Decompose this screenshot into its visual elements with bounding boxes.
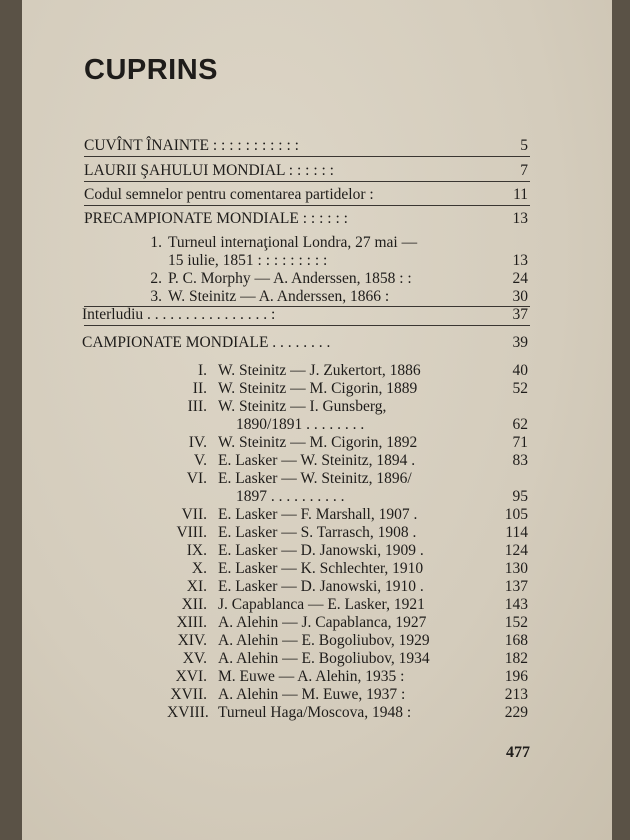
toc-entry-title: 15 iulie, 1851 : : : : : : : : : — [168, 252, 328, 269]
divider — [84, 181, 530, 182]
toc-entry-title: W. Steinitz — M. Cigorin, 1889 — [218, 380, 418, 397]
toc-entry-title: CAMPIONATE MONDIALE . . . . . . . . — [82, 334, 331, 351]
toc-entry — [22, 542, 612, 562]
toc-entry-title: E. Lasker — K. Schlechter, 1910 — [218, 560, 424, 577]
toc-entry — [22, 704, 612, 724]
toc-entry-page: 168 — [504, 632, 528, 649]
toc-entry — [22, 137, 612, 157]
toc-entry-title: Codul semnelor pentru comentarea partidelor : — [84, 186, 374, 203]
toc-entry-page: 182 — [504, 650, 528, 667]
toc-entry — [22, 506, 612, 526]
toc-entry-number: IX. — [186, 542, 207, 559]
toc-entry — [22, 398, 612, 418]
toc-entry-page: 152 — [504, 614, 528, 631]
toc-entry-number: VIII. — [176, 524, 207, 541]
toc-entry — [22, 380, 612, 400]
toc-entry — [22, 632, 612, 652]
toc-entry-title: LAURII ŞAHULUI MONDIAL : : : : : : — [84, 162, 334, 179]
toc-entry — [22, 186, 612, 206]
toc-entry-number: VI. — [186, 470, 207, 487]
toc-entry-page: 52 — [512, 380, 528, 397]
toc-entry-title: Turneul internaţional Londra, 27 mai — — [168, 234, 418, 251]
toc-entry-title: E. Lasker — S. Tarrasch, 1908 . — [218, 524, 417, 541]
table-of-contents — [22, 0, 612, 840]
toc-entry-page: 7 — [520, 162, 528, 179]
toc-entry-title: A. Alehin — E. Bogoliubov, 1929 — [218, 632, 430, 649]
book-page — [22, 0, 612, 840]
toc-entry-number: X. — [191, 560, 207, 577]
toc-entry-page: 37 — [512, 306, 528, 323]
toc-entry-page: 24 — [512, 270, 528, 287]
toc-entry — [22, 614, 612, 634]
toc-entry-title: CUVÎNT ÎNAINTE : : : : : : : : : : : — [84, 137, 299, 154]
toc-entry-title: M. Euwe — A. Alehin, 1935 : — [218, 668, 405, 685]
toc-entry-page: 137 — [504, 578, 528, 595]
toc-entry-page: 95 — [512, 488, 528, 505]
toc-entry-title: Turneul Haga/Moscova, 1948 : — [218, 704, 412, 721]
toc-entry-title: W. Steinitz — M. Cigorin, 1892 — [218, 434, 418, 451]
toc-entry — [22, 288, 612, 308]
toc-entry-page: 124 — [504, 542, 528, 559]
toc-entry-number: XVI. — [175, 668, 207, 685]
toc-entry-title: W. Steinitz — I. Gunsberg, — [218, 398, 387, 415]
toc-entry — [22, 488, 612, 508]
toc-entry-page: 105 — [504, 506, 528, 523]
divider — [84, 156, 530, 157]
toc-entry — [22, 560, 612, 580]
toc-entry-title: PRECAMPIONATE MONDIALE : : : : : : — [84, 210, 348, 227]
toc-entry-page: 39 — [512, 334, 528, 351]
toc-entry-page: 130 — [504, 560, 528, 577]
toc-entry-title: A. Alehin — M. Euwe, 1937 : — [218, 686, 406, 703]
toc-entry-page: 114 — [505, 524, 528, 541]
toc-entry-title: A. Alehin — E. Bogoliubov, 1934 — [218, 650, 430, 667]
toc-entry-number: VII. — [181, 506, 207, 523]
toc-entry-title: Interludiu . . . . . . . . . . . . . . . . : — [82, 306, 276, 323]
toc-entry — [22, 306, 612, 326]
toc-entry-page: 71 — [512, 434, 528, 451]
toc-entry-number: XVIII. — [167, 704, 209, 721]
toc-entry — [22, 434, 612, 454]
toc-entry-number: 3. — [150, 288, 162, 305]
toc-entry — [22, 252, 612, 272]
toc-entry-number: V. — [193, 452, 207, 469]
toc-entry-page: 5 — [520, 137, 528, 154]
toc-entry-page: 13 — [512, 252, 528, 269]
toc-entry-title: A. Alehin — J. Capablanca, 1927 — [218, 614, 427, 631]
toc-entry — [22, 650, 612, 670]
toc-entry-number: XV. — [182, 650, 207, 667]
toc-entry — [22, 334, 612, 354]
toc-entry-number: 2. — [150, 270, 162, 287]
toc-entry-number: II. — [192, 380, 207, 397]
toc-entry-title: E. Lasker — F. Marshall, 1907 . — [218, 506, 418, 523]
toc-entry — [22, 686, 612, 706]
divider — [84, 325, 530, 326]
toc-entry-title: E. Lasker — W. Steinitz, 1894 . — [218, 452, 416, 469]
toc-entry-title: E. Lasker — D. Janowski, 1910 . — [218, 578, 424, 595]
toc-entry — [22, 452, 612, 472]
toc-entry — [22, 668, 612, 688]
toc-entry-title: J. Capablanca — E. Lasker, 1921 — [218, 596, 425, 613]
toc-entry-page: 213 — [504, 686, 528, 703]
toc-entry-page: 13 — [512, 210, 528, 227]
toc-entry — [22, 524, 612, 544]
toc-entry-number: XII. — [181, 596, 207, 613]
toc-entry-number: XI. — [186, 578, 207, 595]
toc-entry-page: 40 — [512, 362, 528, 379]
divider — [84, 205, 530, 206]
toc-entry-number: I. — [197, 362, 207, 379]
toc-entry-title: 1890/1891 . . . . . . . . — [236, 416, 365, 433]
toc-entry-number: XIII. — [176, 614, 207, 631]
toc-entry-title: 1897 . . . . . . . . . . — [236, 488, 345, 505]
toc-entry-page: 229 — [504, 704, 528, 721]
toc-entry-title: W. Steinitz — J. Zukertort, 1886 — [218, 362, 421, 379]
toc-entry-page: 11 — [513, 186, 528, 203]
toc-entry — [22, 210, 612, 230]
toc-entry-number: XVII. — [170, 686, 207, 703]
toc-entry-page: 30 — [512, 288, 528, 305]
toc-entry-number: XIV. — [177, 632, 207, 649]
toc-entry — [22, 470, 612, 490]
page-title: CUPRINS — [84, 54, 219, 86]
toc-entry-title: E. Lasker — D. Janowski, 1909 . — [218, 542, 424, 559]
toc-entry-page: 196 — [504, 668, 528, 685]
toc-entry-title: W. Steinitz — A. Anderssen, 1866 : — [168, 288, 390, 305]
toc-entry — [22, 162, 612, 182]
toc-entry-title: E. Lasker — W. Steinitz, 1896/ — [218, 470, 412, 487]
page-number: 477 — [506, 744, 530, 761]
toc-entry — [22, 234, 612, 254]
toc-entry — [22, 362, 612, 382]
toc-entry-number: 1. — [150, 234, 162, 251]
toc-entry-number: IV. — [188, 434, 207, 451]
toc-entry-title: P. C. Morphy — A. Anderssen, 1858 : : — [168, 270, 412, 287]
toc-entry-page: 83 — [512, 452, 528, 469]
toc-entry-page: 143 — [504, 596, 528, 613]
toc-entry — [22, 270, 612, 290]
toc-entry — [22, 416, 612, 436]
toc-entry-number: III. — [187, 398, 207, 415]
toc-entry — [22, 578, 612, 598]
toc-entry-page: 62 — [512, 416, 528, 433]
toc-entry — [22, 596, 612, 616]
